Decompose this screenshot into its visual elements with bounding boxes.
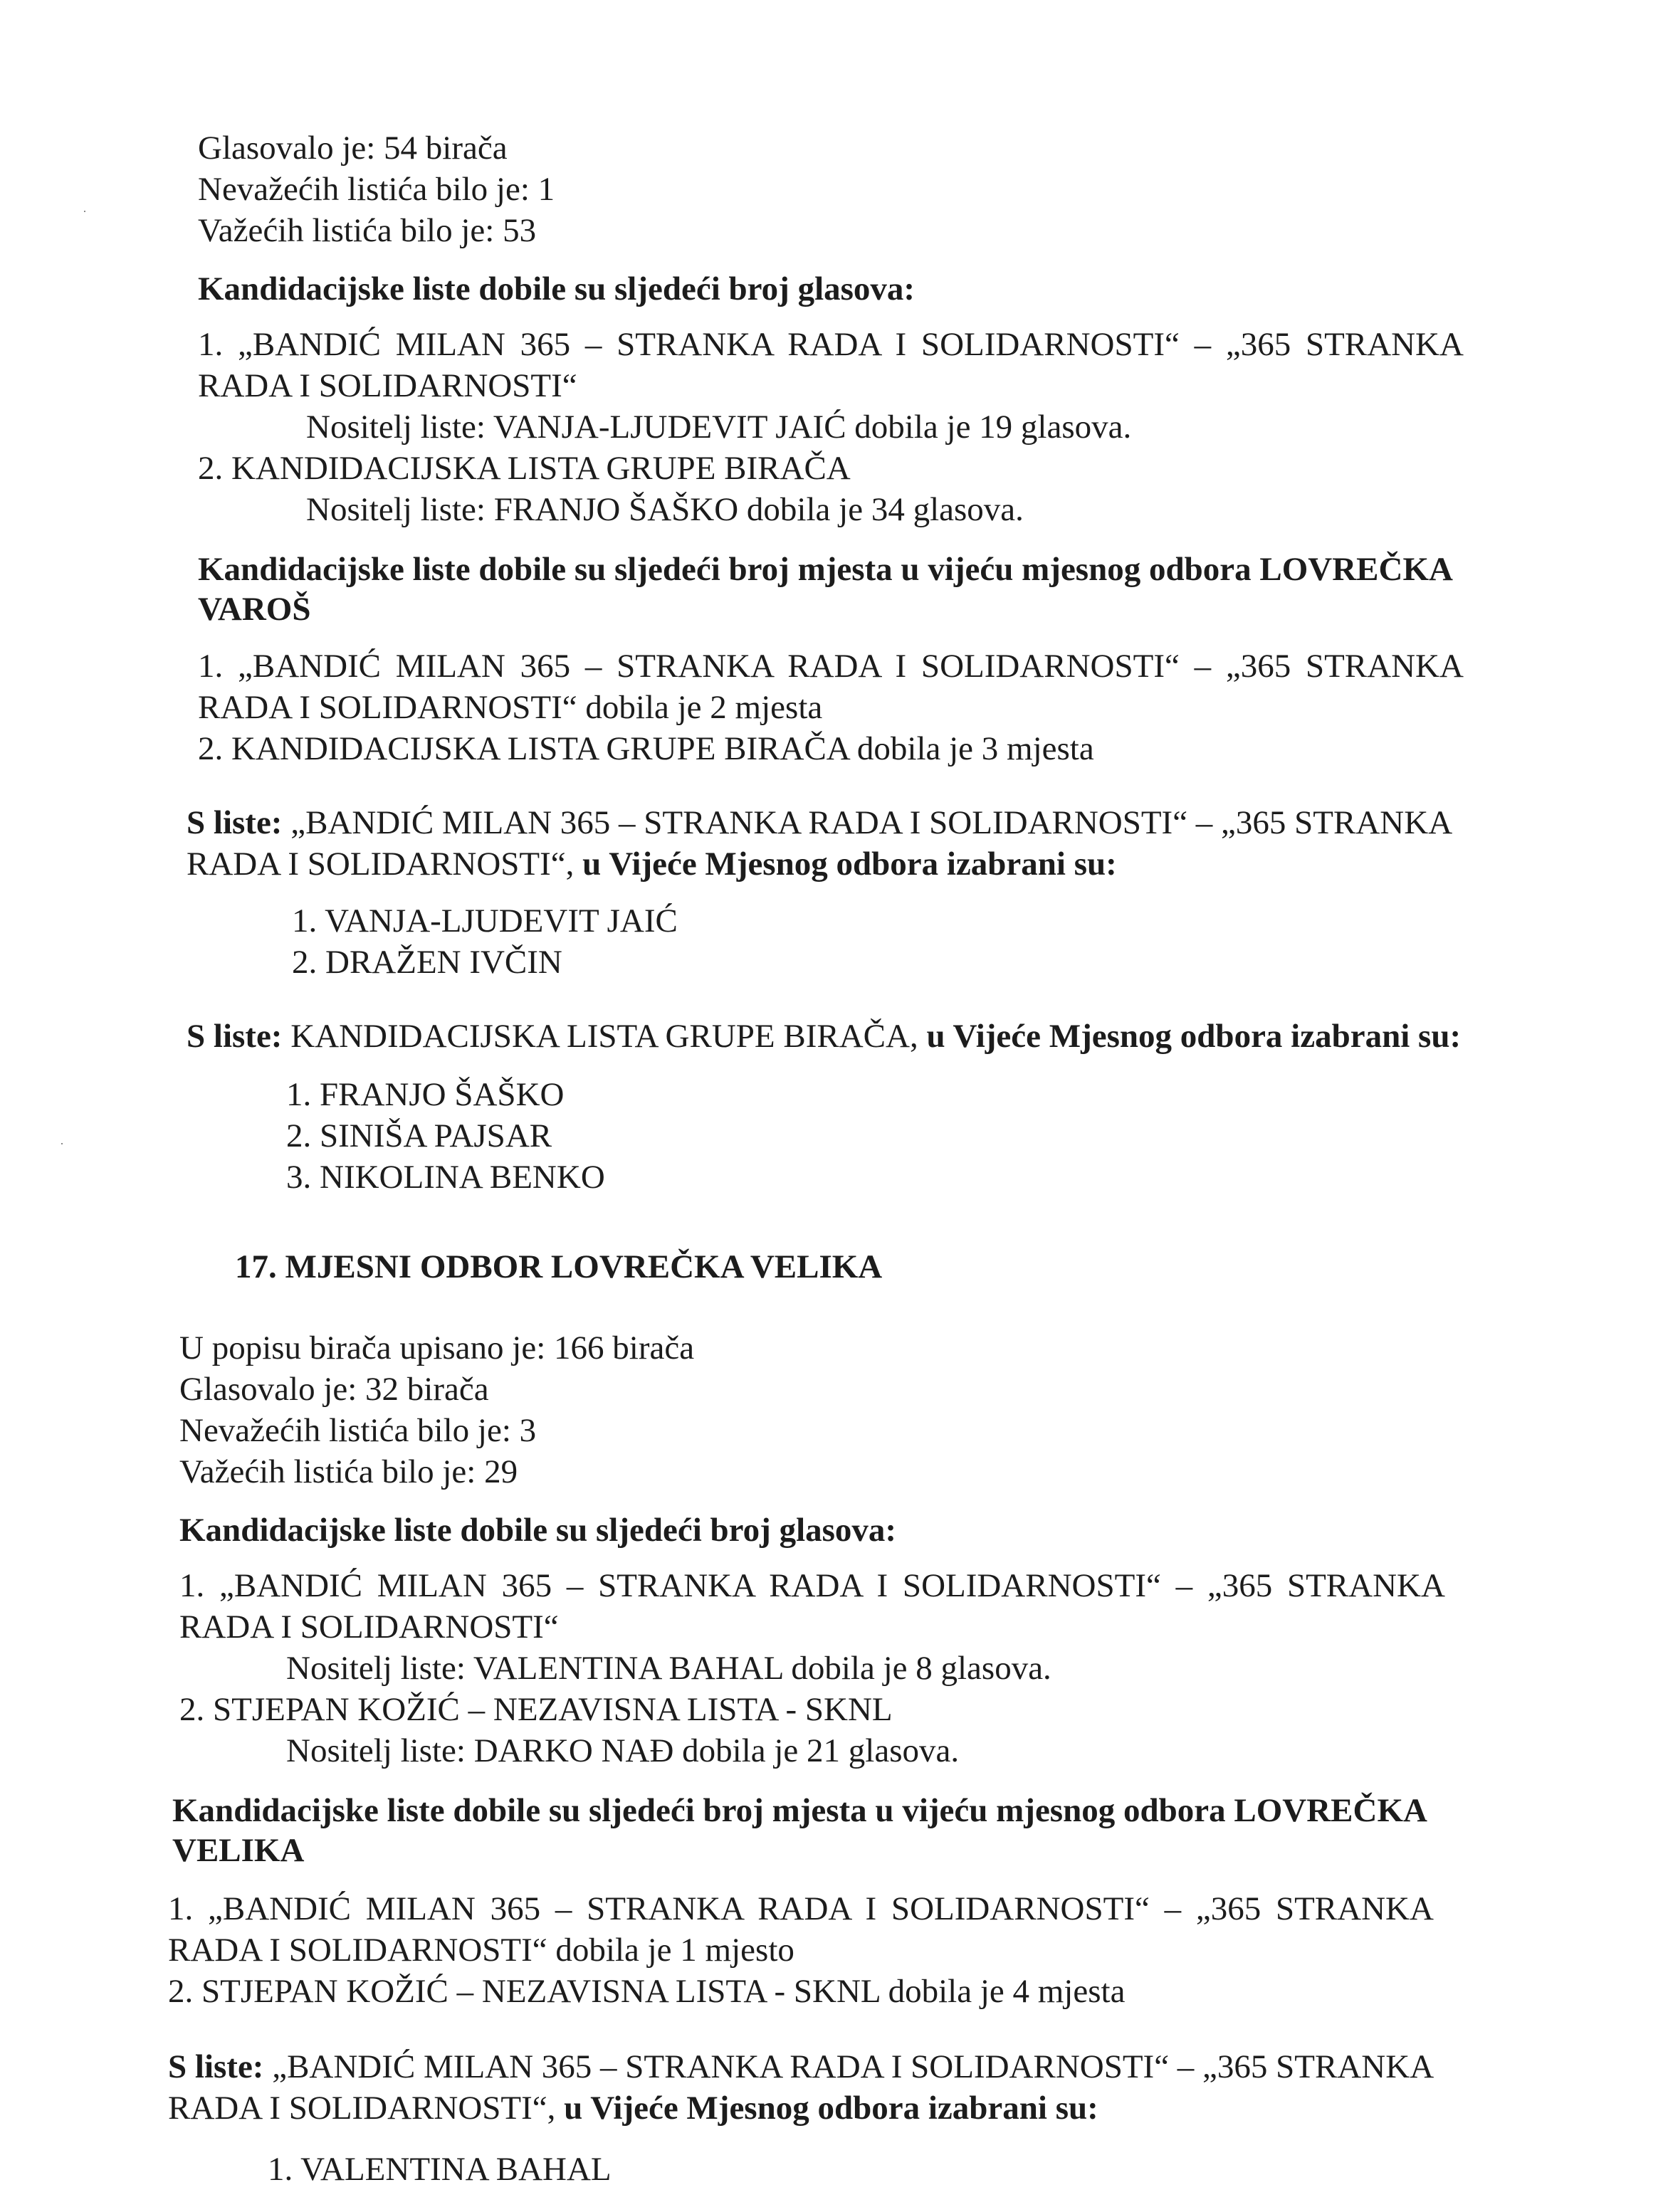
elected-1-member: 1. VALENTINA BAHAL (268, 2151, 612, 2188)
elected-1-list-cont: RADA I SOLIDARNOSTI“, (187, 846, 575, 883)
votes-heading: Kandidacijske liste dobile su sljedeći broj glasova: (198, 270, 916, 307)
elected-1-list-cont: RADA I SOLIDARNOSTI“, (168, 2090, 556, 2127)
elected-1-member: 1. VANJA-LJUDEVIT JAIĆ (292, 902, 678, 939)
elected-1-line1 (187, 803, 1452, 843)
elected-2-member: 2. SINIŠA PAJSAR (286, 1117, 552, 1154)
seats-list-1-line2: RADA I SOLIDARNOSTI“ dobila je 1 mjesto (168, 1932, 794, 1969)
elected-2-prefix: S liste: (187, 1018, 283, 1055)
elected-2-member: 1. FRANJO ŠAŠKO (286, 1076, 565, 1113)
elected-2-list: KANDIDACIJSKA LISTA GRUPE BIRAČA, (290, 1018, 918, 1055)
elected-1-line2 (168, 2088, 1098, 2128)
vote-list-1-line1: 1. „BANDIĆ MILAN 365 – STRANKA RADA I SOLIDARNOSTI“ – „365 STRANKA (198, 326, 1464, 363)
vote-list-1-line1: 1. „BANDIĆ MILAN 365 – STRANKA RADA I SOLIDARNOSTI“ – „365 STRANKA (179, 1567, 1445, 1604)
vote-list-2-holder: Nositelj liste: DARKO NAĐ dobila je 21 glasova. (286, 1732, 960, 1769)
stat-voted: Glasovalo je: 32 birača (179, 1371, 489, 1408)
vote-list-2-line1: 2. STJEPAN KOŽIĆ – NEZAVISNA LISTA - SKNL (179, 1691, 893, 1728)
elected-1-suffix: u Vijeće Mjesnog odbora izabrani su: (564, 2090, 1098, 2127)
vote-list-2-line1: 2. KANDIDACIJSKA LISTA GRUPE BIRAČA (198, 450, 851, 487)
elected-2-member: 3. NIKOLINA BENKO (286, 1159, 605, 1196)
seats-list-1-line1: 1. „BANDIĆ MILAN 365 – STRANKA RADA I SOLIDARNOSTI“ – „365 STRANKA (198, 648, 1464, 685)
stat-valid: Važećih listića bilo je: 53 (198, 212, 537, 249)
stat-invalid: Nevažećih listića bilo je: 3 (179, 1412, 537, 1449)
stat-invalid: Nevažećih listića bilo je: 1 (198, 171, 555, 208)
seats-heading-line2: VELIKA (172, 1832, 305, 1869)
elected-1-line2 (187, 844, 1117, 884)
seats-list-1-line2: RADA I SOLIDARNOSTI“ dobila je 2 mjesta (198, 689, 823, 726)
vote-list-1-holder: Nositelj liste: VANJA-LJUDEVIT JAIĆ dobila je 19 glasova. (306, 409, 1132, 446)
elected-1-prefix: S liste: (168, 2048, 264, 2085)
seats-list-2: 2. KANDIDACIJSKA LISTA GRUPE BIRAČA dobila je 3 mjesta (198, 730, 1094, 767)
elected-1-suffix: u Vijeće Mjesnog odbora izabrani su: (582, 846, 1117, 883)
seats-heading-line1: Kandidacijske liste dobile su sljedeći broj mjesta u vijeću mjesnog odbora LOVREČKA (172, 1792, 1427, 1829)
seats-heading-line1: Kandidacijske liste dobile su sljedeći broj mjesta u vijeću mjesnog odbora LOVREČKA (198, 551, 1453, 588)
seats-list-1-line1: 1. „BANDIĆ MILAN 365 – STRANKA RADA I SOLIDARNOSTI“ – „365 STRANKA (168, 1890, 1434, 1927)
vote-list-1-line2: RADA I SOLIDARNOSTI“ (198, 367, 577, 404)
stat-voted: Glasovalo je: 54 birača (198, 130, 508, 167)
section-title: 17. MJESNI ODBOR LOVREČKA VELIKA (235, 1248, 883, 1285)
stat-registered: U popisu birača upisano je: 166 birača (179, 1329, 695, 1366)
seats-heading-line2: VAROŠ (198, 591, 311, 628)
scan-mark (84, 211, 85, 212)
elected-2-suffix: u Vijeće Mjesnog odbora izabrani su: (926, 1018, 1462, 1055)
elected-1-member: 2. DRAŽEN IVČIN (292, 944, 562, 981)
elected-1-line1 (168, 2047, 1434, 2087)
seats-list-2: 2. STJEPAN KOŽIĆ – NEZAVISNA LISTA - SKNL dobila je 4 mjesta (168, 1973, 1126, 2010)
vote-list-1-line2: RADA I SOLIDARNOSTI“ (179, 1608, 559, 1645)
scan-mark (61, 1143, 63, 1144)
elected-2-line (187, 1016, 1461, 1056)
elected-1-prefix: S liste: (187, 804, 283, 841)
vote-list-1-holder: Nositelj liste: VALENTINA BAHAL dobila je 8 glasova. (286, 1650, 1051, 1687)
vote-list-2-holder: Nositelj liste: FRANJO ŠAŠKO dobila je 34 glasova. (306, 491, 1024, 528)
elected-1-list: „BANDIĆ MILAN 365 – STRANKA RADA I SOLIDARNOSTI“ – „365 STRANKA (272, 2048, 1434, 2085)
stat-valid: Važećih listića bilo je: 29 (179, 1453, 518, 1490)
elected-1-list: „BANDIĆ MILAN 365 – STRANKA RADA I SOLIDARNOSTI“ – „365 STRANKA (290, 804, 1453, 841)
votes-heading: Kandidacijske liste dobile su sljedeći broj glasova: (179, 1512, 897, 1549)
